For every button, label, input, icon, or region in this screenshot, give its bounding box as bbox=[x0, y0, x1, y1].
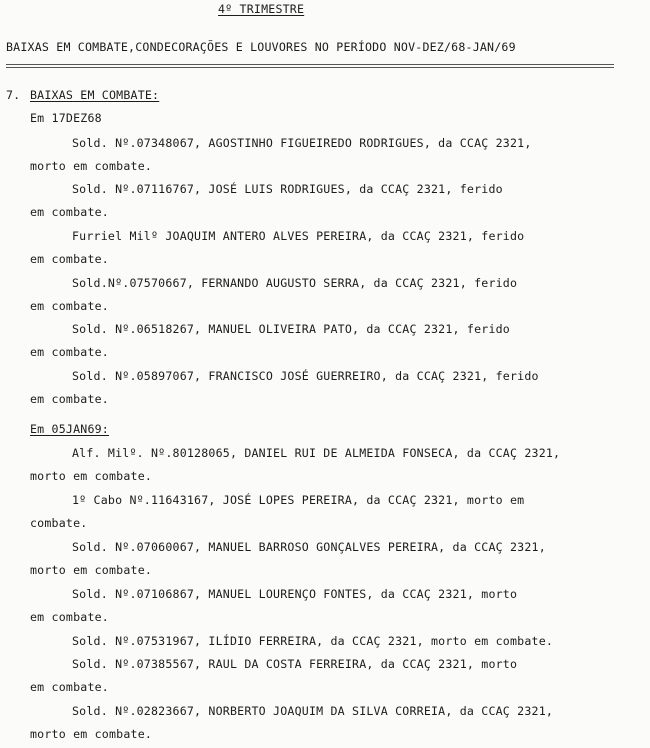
entry-line-2: morto em combate. bbox=[30, 159, 153, 173]
entry-line-1: Sold. Nº.07106867, MANUEL LOURENÇO FONTES, da CCAÇ 2321, morto bbox=[72, 587, 518, 601]
entry-line-1: Sold. Nº.07385567, RAUL DA COSTA FERREIRA, da CCAÇ 2321, morto bbox=[72, 657, 518, 671]
entry-line-2: morto em combate. bbox=[30, 469, 153, 483]
quarter-heading: 4º TRIMESTRE bbox=[218, 2, 305, 16]
document-title: BAIXAS EM COMBATE,CONDECORAÇÕES E LOUVORES NO PERÍODO NOV-DEZ/68-JAN/69 bbox=[6, 40, 516, 54]
entry-line-1: Sold.Nº.07570667, FERNANDO AUGUSTO SERRA, da CCAÇ 2321, ferido bbox=[72, 276, 518, 290]
title-double-rule-lower bbox=[6, 67, 614, 68]
entry-line-2: em combate. bbox=[30, 299, 109, 313]
section-title: BAIXAS EM COMBATE: bbox=[30, 88, 160, 102]
entry-line-1: 1º Cabo Nº.11643167, JOSÉ LOPES PEREIRA, da CCAÇ 2321, morto em bbox=[72, 493, 525, 507]
entry-line-1: Sold. Nº.07531967, ILÍDIO FERREIRA, da CCAÇ 2321, morto em combate. bbox=[72, 634, 554, 648]
entry-line-1: Sold. Nº.07060067, MANUEL BARROSO GONÇALVES PEREIRA, da CCAÇ 2321, bbox=[72, 540, 546, 554]
entry-line-1: Furriel Milº JOAQUIM ANTERO ALVES PEREIRA, da CCAÇ 2321, ferido bbox=[72, 229, 525, 243]
entry-line-1: Sold. Nº.05897067, FRANCISCO JOSÉ GUERREIRO, da CCAÇ 2321, ferido bbox=[72, 369, 539, 383]
entry-line-2: em combate. bbox=[30, 680, 109, 694]
entry-line-2: em combate. bbox=[30, 345, 109, 359]
entry-line-1: Alf. Milº. Nº.80128065, DANIEL RUI DE ALMEIDA FONSECA, da CCAÇ 2321, bbox=[72, 446, 561, 460]
entry-line-2: em combate. bbox=[30, 205, 109, 219]
entry-line-2: em combate. bbox=[30, 610, 109, 624]
entry-line-2: combate. bbox=[30, 516, 88, 530]
entry-line-2: em combate. bbox=[30, 252, 109, 266]
entry-line-1: Sold. Nº.02823667, NORBERTO JOAQUIM DA SILVA CORREIA, da CCAÇ 2321, bbox=[72, 704, 554, 718]
group-date: Em 17DEZ68 bbox=[30, 111, 102, 125]
entry-line-1: Sold. Nº.06518267, MANUEL OLIVEIRA PATO, da CCAÇ 2321, ferido bbox=[72, 322, 510, 336]
group-date: Em 05JAN69: bbox=[30, 422, 109, 436]
entry-line-2: morto em combate. bbox=[30, 727, 153, 741]
entry-line-1: Sold. Nº.07116767, JOSÉ LUIS RODRIGUES, da CCAÇ 2321, ferido bbox=[72, 182, 503, 196]
entry-line-1: Sold. Nº.07348067, AGOSTINHO FIGUEIREDO RODRIGUES, da CCAÇ 2321, bbox=[72, 136, 532, 150]
section-number: 7. bbox=[6, 88, 21, 102]
entry-line-2: em combate. bbox=[30, 392, 109, 406]
entry-line-2: morto em combate. bbox=[30, 563, 153, 577]
title-double-rule bbox=[6, 64, 614, 65]
